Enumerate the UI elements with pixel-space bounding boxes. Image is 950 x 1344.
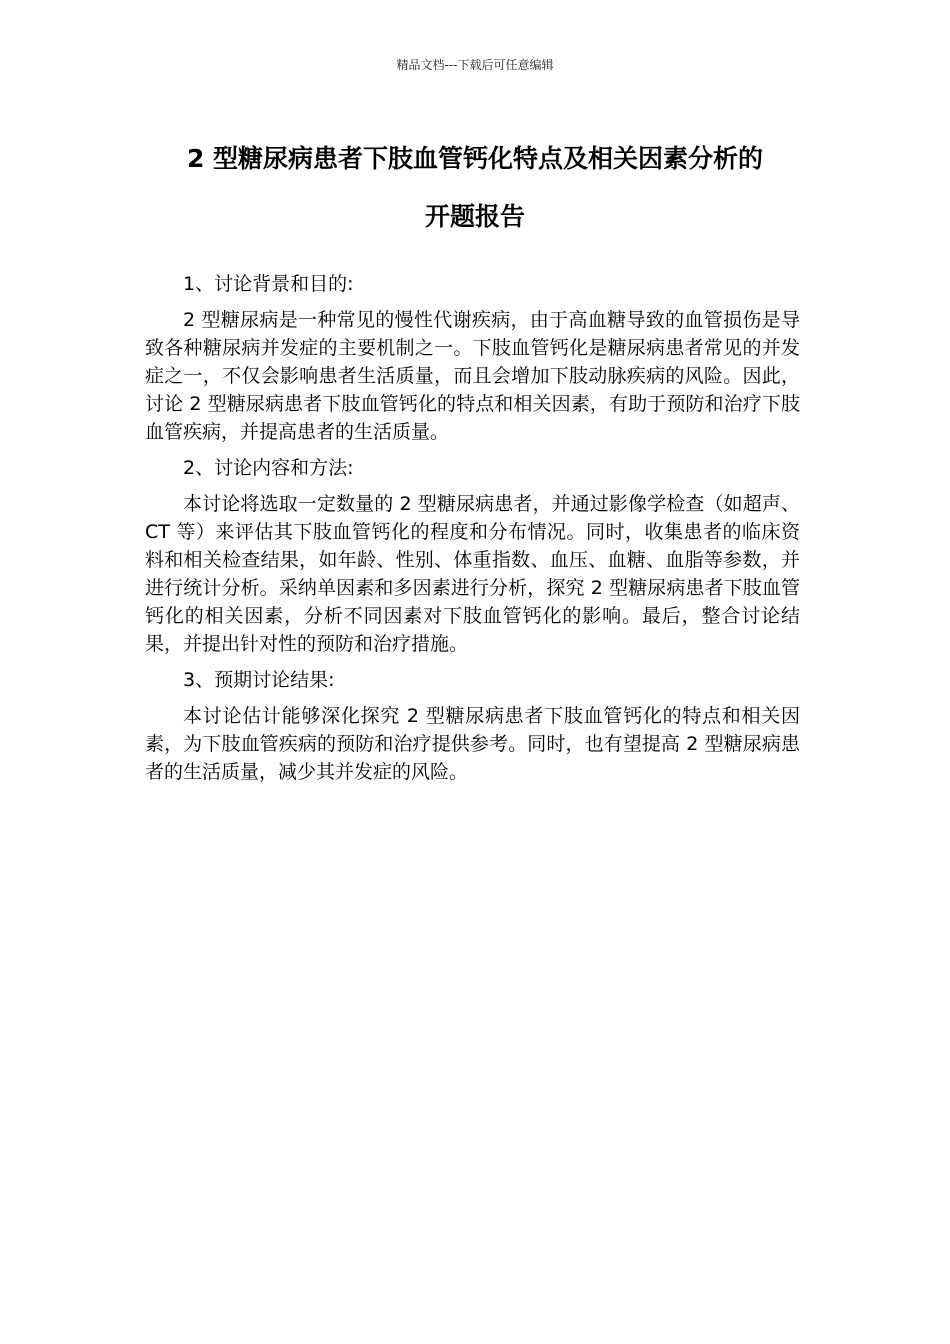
title-line-1: 2 型糖尿病患者下肢血管钙化特点及相关因素分析的 — [186, 144, 764, 173]
section-paragraph-methods: 本讨论将选取一定数量的 2 型糖尿病患者，并通过影像学检查（如超声、CT 等）来评估其下肢血管钙化的程度和分布情况。同时，收集患者的临床资料和相关检查结果，如年龄、性别、体重指数、血压、血糖、血脂等参数，并进行统计分析。采纳单因素和多因素进行分析，探究 2 型糖尿病患者下肢血管钙化的相关因素，分析不同因素对下肢血管钙化的影响。最后，整合讨论结果，并提出针对性的预防和治疗措施。 — [145, 493, 800, 655]
section-heading-results: 3、预期讨论结果: — [183, 669, 335, 691]
section-paragraph-background: 2 型糖尿病是一种常见的慢性代谢疾病，由于高血糖导致的血管损伤是导致各种糖尿病并发症的主要机制之一。下肢血管钙化是糖尿病患者常见的并发症之一，不仅会影响患者生活质量，而且会增加下肢动脉疾病的风险。因此，讨论 2 型糖尿病患者下肢血管钙化的特点和相关因素，有助于预防和治疗下肢血管疾病，并提高患者的生活质量。 — [145, 309, 800, 443]
section-paragraph-results: 本讨论估计能够深化探究 2 型糖尿病患者下肢血管钙化的特点和相关因素，为下肢血管疾病的预防和治疗提供参考。同时，也有望提高 2 型糖尿病患者的生活质量，减少其并发症的风险。 — [145, 705, 800, 783]
title-line-2: 开题报告 — [424, 202, 525, 231]
section-heading-methods: 2、讨论内容和方法: — [183, 457, 354, 479]
document-title — [130, 130, 820, 246]
document-body — [145, 270, 800, 794]
section-heading-background: 1、讨论背景和目的: — [183, 273, 354, 295]
header-note: 精品文档---下载后可任意编辑 — [396, 58, 554, 72]
